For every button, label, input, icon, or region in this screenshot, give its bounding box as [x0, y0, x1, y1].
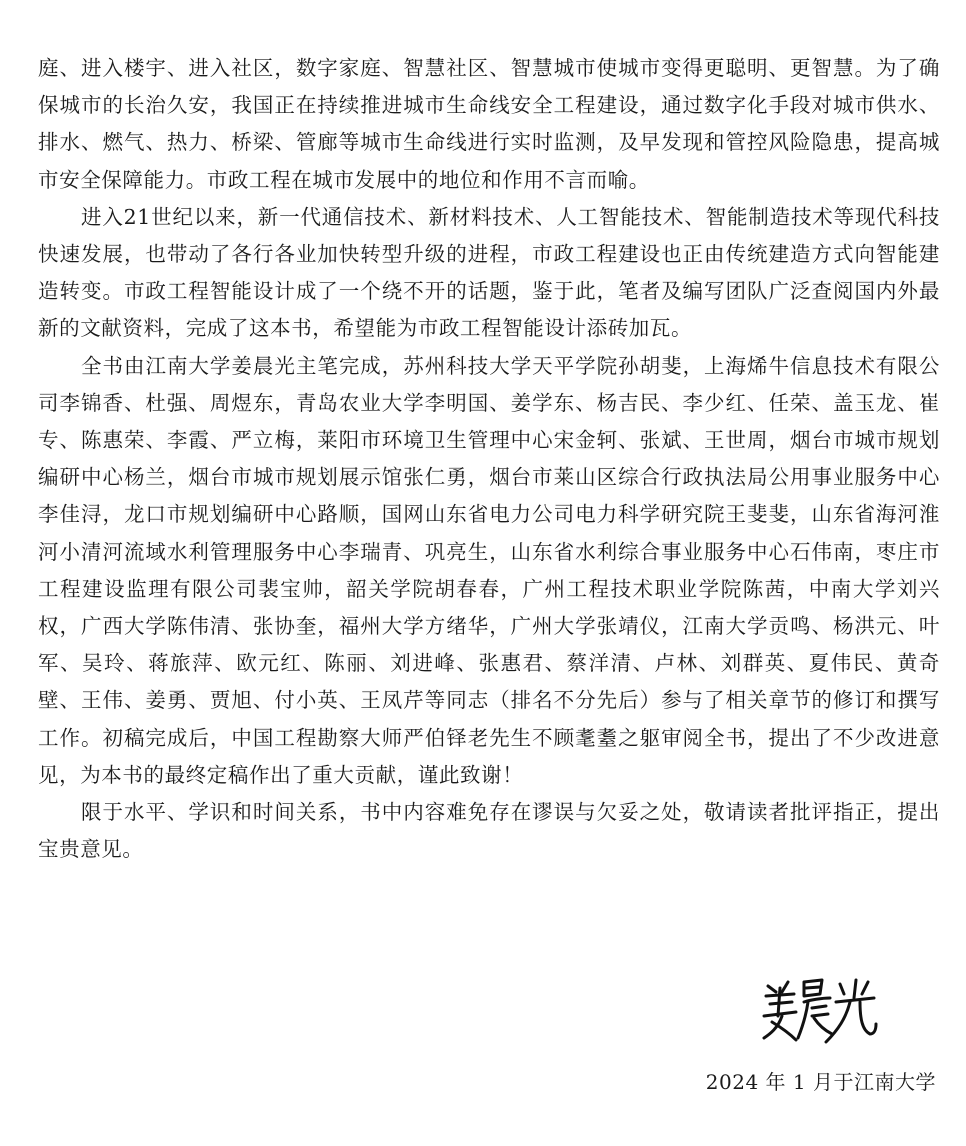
paragraph-4: 限于水平、学识和时间关系，书中内容难免存在谬误与欠妥之处，敬请读者批评指正，提出宝贵意见。: [38, 800, 940, 862]
preface-body: [38, 50, 940, 868]
date-line: 2024 年 1 月于江南大学: [705, 1070, 936, 1094]
paragraph-3: 全书由江南大学姜晨光主笔完成，苏州科技大学天平学院孙胡斐，上海烯牛信息技术有限公司李锦香、杜强、周煜东，青岛农业大学李明国、姜学东、杨吉民、李少红、任荣、盖玉龙、崔专、陈惠荣、李霞、严立梅，莱阳市环境卫生管理中心宋金轲、张斌、王世周，烟台市城市规划编研中心杨兰，烟台市城市规划展示馆张仁勇，烟台市莱山区综合行政执法局公用事业服务中心李佳浔，龙口市规划编研中心路顺，国网山东省电力公司电力科学研究院王斐斐，山东省海河淮河小清河流域水利管理服务中心李瑞青、巩亮生，山东省水利综合事业服务中心石伟南，枣庄市工程建设监理有限公司裴宝帅，韶关学院胡春春，广州工程技术职业学院陈茜，中南大学刘兴权，广西大学陈伟清、张协奎，福州大学方绪华，广州大学张靖仪，江南大学贡鸣、杨洪元、叶军、吴玲、蒋旅萍、欧元红、陈丽、刘进峰、张惠君、蔡洋清、卢林、刘群英、夏伟民、黄奇壁、王伟、姜勇、贾旭、付小英、王凤芹等同志（排名不分先后）参与了相关章节的修订和撰写工作。初稿完成后，中国工程勘察大师严伯铎老先生不顾耄耋之躯审阅全书，提出了不少改进意见，为本书的最终定稿作出了重大贡献，谨此致谢！: [38, 353, 940, 787]
paragraph-2: 进入21世纪以来，新一代通信技术、新材料技术、人工智能技术、智能制造技术等现代科技快速发展，也带动了各行各业加快转型升级的进程，市政工程建设也正由传统建造方式向智能建造转变。市政工程智能设计成了一个绕不开的话题，鉴于此，笔者及编写团队广泛查阅国内外最新的文献资料，完成了这本书，希望能为市政工程智能设计添砖加瓦。: [38, 204, 940, 341]
paragraph-1: 庭、进入楼宇、进入社区，数字家庭、智慧社区、智慧城市使城市变得更聪明、更智慧。为了确保城市的长治久安，我国正在持续推进城市生命线安全工程建设，通过数字化手段对城市供水、排水、燃气、热力、桥梁、管廊等城市生命线进行实时监测，及早发现和管控风险隐患，提高城市安全保障能力。市政工程在城市发展中的地位和作用不言而喻。: [38, 56, 940, 192]
handwritten-signature-icon: [760, 972, 880, 1052]
author-signature: [760, 972, 880, 1052]
